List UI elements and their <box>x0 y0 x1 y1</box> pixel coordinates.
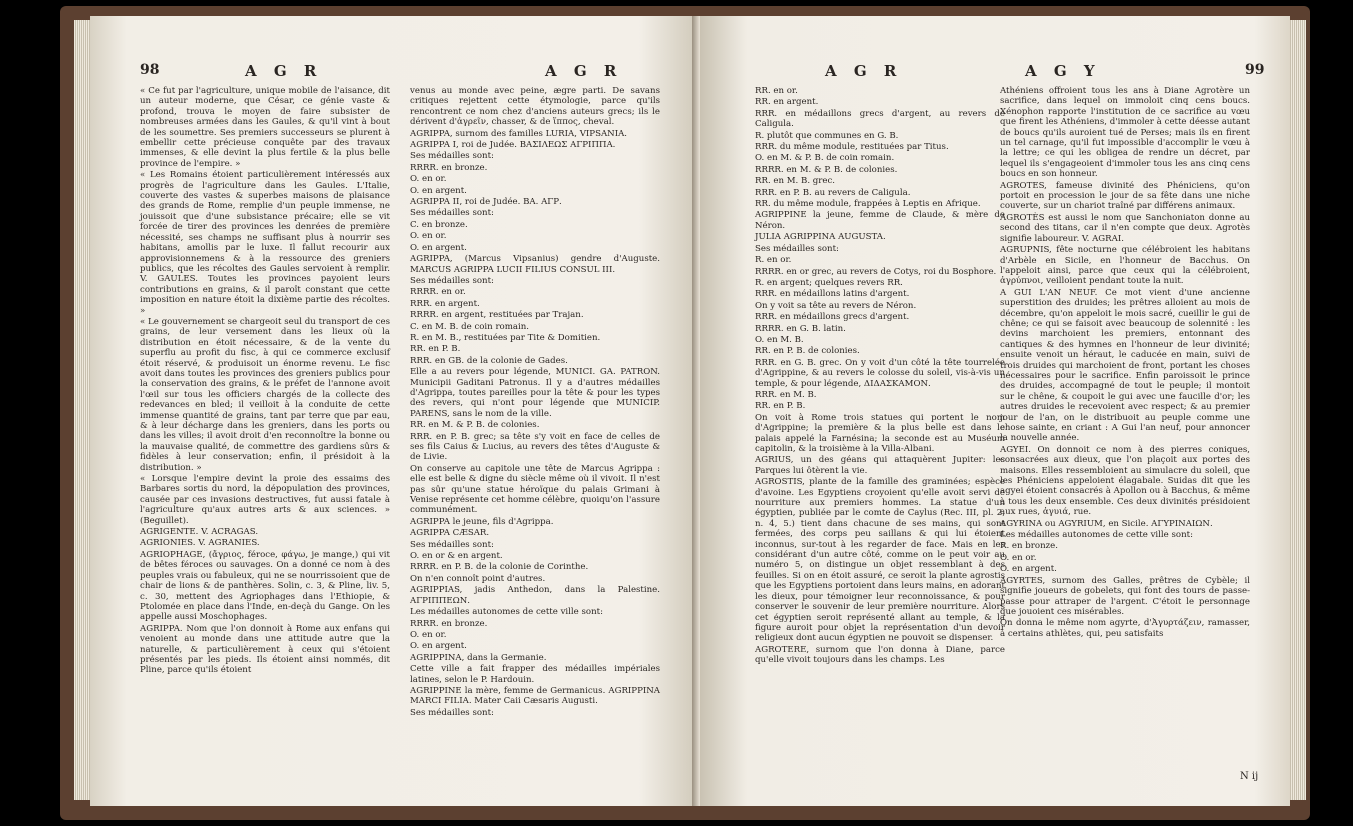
paragraph: O. en argent. <box>410 641 467 652</box>
paragraph: RRR. en médaillons latins d'argent. <box>755 289 910 300</box>
paragraph: On voit à Rome trois statues qui portent le nom d'Agrippine; la première & la plus belle est dans le palais appelé la Farnésina; la seconde est au Muséum capitolin, & la troisième à la Villa-Albani. <box>755 412 1005 454</box>
paragraph: RR. du même module, frappées à Leptis en Afrique. <box>755 199 981 210</box>
paragraph: AGROTÈS est aussi le nom que Sanchoniaton donne au second des titans, car il n'en compte que deux. Agrotès signifie laboureur. V. AGRAI. <box>1000 212 1250 244</box>
paragraph: O. en argent. <box>410 185 467 196</box>
page-number-left: 98 <box>140 62 160 78</box>
running-header-left-1: A G R <box>245 62 323 80</box>
left-column-2 <box>410 86 660 719</box>
left-page <box>90 16 700 806</box>
paragraph: RRRR. en M. & P. B. de colonies. <box>755 164 898 175</box>
paragraph: RRR. en G. B. grec. On y voit d'un côté la tête tourrelée d'Agrippine, & au revers le colosse du soleil, vis-à-vis un temple, & pour légende, ΔΙΔΑΣΚΑΜΟΝ. <box>755 357 1005 389</box>
paragraph: O. en or. <box>410 174 447 185</box>
paragraph: On n'en connoît point d'autres. <box>410 573 546 584</box>
paragraph: AGYRTES, surnom des Galles, prêtres de Cybèle; il signifie joueurs de gobelets, qui font des tours de passe-passe pour attraper de l'argent. C'étoit le personnage que jouoient ces misérables. <box>1000 575 1250 617</box>
paragraph: AGROTERE, surnom que l'on donna à Diane, parce qu'elle vivoit toujours dans les champs. Les <box>755 644 1005 666</box>
page-number-right: 99 <box>1245 62 1265 78</box>
paragraph: Ses médailles sont: <box>410 151 494 162</box>
paragraph: O. en or. <box>410 231 447 242</box>
paragraph: Les médailles autonomes de cette ville sont: <box>1000 530 1193 541</box>
paragraph: RRR. en GB. de la colonie de Gades. <box>410 355 568 366</box>
paragraph: AGRIPPA, (Marcus Vipsanius) gendre d'Auguste. MARCUS AGRIPPA LUCII FILIUS CONSUL III. <box>410 254 660 275</box>
right-column-2 <box>1000 86 1250 640</box>
paragraph: « Le gouvernement se chargeoit seul du transport de ces grains, de leur versement dans les lieux où la distribution en étoit nécessaire, & de la vente du superflu au profit du fisc, à qui ce commerce exclusif étoit réservé, & produisoit un énorme revenu. Le fisc avoit dans toutes les provinces des greniers publics pour la conservation des grains, & le préfet de l'annone avoit l'œil sur tous les officiers chargés de la collecte des redevances en bled; il veilloit à la conduite de cette immense quantité de grains, tant par terre que par eau, & à leur décharge dans les greniers, dans les ports ou dans les villes; il avoit droit d'en reconnoître la bonne ou la mauvaise qualité, de commettre des gardiens sûrs & fidèles à leur conservation; enfin, il présidoit à la distribution. » <box>140 316 390 473</box>
paragraph: AGRIPPA II, roi de Judée. ΒΑ. ΑΓΡ. <box>410 197 562 208</box>
paragraph: Ses médailles sont: <box>410 208 494 219</box>
running-header-right-1: A G R <box>825 62 903 80</box>
paragraph: RRR. en P. B. grec; sa tête s'y voit en face de celles de ses fils Caius & Lucius, au revers des têtes d'Auguste & de Livie. <box>410 431 660 463</box>
paragraph: AGROSTIS, plante de la famille des graminées; espèce d'avoine. Les Egyptiens croyoient qu'elle avoit servi de nourriture aux premiers hommes. La statue d'un égyptien, publiée par le comte de Caylus (Rec. III, pl. 2, n. 4, 5.) tient dans chacune de ses mains, qui sont fermées, des corps peu saillans & qui lui étoient inconnus, sur-tout à les regarder de face. Mais en les considérant d'un autre côté, comme on le peut voir au numéro 5, on distingue un objet ressemblant à des feuilles. Si on en étoit assuré, ce seroit la plante agrostis que les Egyptiens portoient dans leurs mains, en adorant les dieux, pour témoigner leur reconnoissance, & pour conserver le souvenir de leur première nourriture. Alors cet égyptien seroit représenté allant au temple, & la figure auroit pour objet la représentation d'un devoir religieux dont aucun égyptien ne pouvoit se dispenser. <box>755 477 1005 644</box>
paragraph: O. en argent. <box>410 242 467 253</box>
right-page <box>700 16 1290 806</box>
paragraph: RRRR. en or grec, au revers de Cotys, roi du Bosphore. <box>755 266 997 277</box>
signature-mark: N ij <box>1240 771 1259 782</box>
paragraph: RRRR. en P. B. de la colonie de Corinthe. <box>410 562 589 573</box>
paragraph: AGRIPPINE la jeune, femme de Claude, & mère de Néron. <box>755 210 1005 231</box>
right-column-1 <box>755 86 1005 667</box>
paragraph: AGRIPPA. Nom que l'on donnoit à Rome aux enfans qui venoient au monde dans une attitude autre que la naturelle, & particulièrement à ceux qui s'étoient présentés par les pieds. Ils étoient ainsi nommés, dit Pline, parce qu'ils étoient <box>140 623 390 676</box>
paragraph: AGRIPPA I, roi de Judée. ΒΑΣΙΛΕΩΣ ΑΓΡΙΠΠΑ. <box>410 140 616 151</box>
paragraph: O. en or. <box>1000 552 1037 563</box>
paragraph: RRR. en M. B. <box>755 389 817 400</box>
paragraph: Cette ville a fait frapper des médailles impériales latines, selon le P. Hardouin. <box>410 664 660 685</box>
paragraph: RRRR. en bronze. <box>410 162 488 173</box>
paragraph: O. en M. & P. B. de coin romain. <box>755 153 895 164</box>
paragraph: Ses médailles sont: <box>410 539 494 550</box>
paragraph: « Les Romains étoient particulièrement intéressés aux progrès de l'agriculture dans les Gaules. L'Italie, couverte des vastes & superbes maisons de plaisance des grands de Rome, remplie d'un peuple immense, ne jouissoit que d'une subsistance précaire; elle se vit forcée de tirer des provinces les denrées de première nécessité, ses champs ne suffisant plus à nourrir ses habitans, amollis par le luxe. Il fallut recourir aux approvisionnemens & à la ressource des greniers publics, que les récoltes des Gaules servoient à remplir. V. GAULES. Toutes les provinces payoient leurs contributions en grains, & il paroît constant que cette imposition en nature étoit la dixième partie des récoltes. » <box>140 170 390 316</box>
running-header-left-2: A G R <box>545 62 623 80</box>
paragraph: RRRR. en argent, restituées par Trajan. <box>410 310 584 321</box>
paragraph: C. en M. B. de coin romain. <box>410 321 530 332</box>
paragraph: AGYRINA ou AGYRIUM, en Sicile. ΑΓΥΡΙΝΑΙΩΝ. <box>1000 518 1213 529</box>
paragraph: On conserve au capitole une tête de Marcus Agrippa : elle est belle & digne du siècle même où il vivoit. Il n'est pas sûr qu'une statue héroïque du palais Grimani à Venise représente cet homme célèbre, quoiqu'on l'assure communément. <box>410 463 660 516</box>
paragraph: AGRIPPA, surnom des familles LURIA, VIPSANIA. <box>410 128 628 139</box>
paragraph: RR. en argent. <box>755 97 819 108</box>
left-column-1 <box>140 86 390 677</box>
paragraph: R. en or. <box>755 255 792 266</box>
paragraph: RRR. en médaillons grecs d'argent. <box>755 312 910 323</box>
paragraph: AGRIOPHAGE, (ἄγριος, féroce, φάγω, je mange,) qui vit de bêtes féroces ou sauvages. On a donné ce nom à des peuples vrais ou fabuleux, qui ne se nourrissoient que de chair de lions & de panthères. Solin, c. 3, & Pline, liv. 5, c. 30, mettent des Agriophages dans l'Ethiopie, & Ptolomée en place dans l'Inde, en-deçà du Gange. On les appelle aussi Moschophages. <box>140 549 390 623</box>
running-header-right-2: A G Y <box>1025 62 1101 80</box>
paragraph: RRRR. en bronze. <box>410 618 488 629</box>
paragraph: C. en bronze. <box>410 219 468 230</box>
paragraph: AGROTES, fameuse divinité des Phéniciens, qu'on portoit en procession le jour de sa fête dans une niche couverte, sur un chariot traîné par différens animaux. <box>1000 180 1250 212</box>
paragraph: AGRIGENTE. V. ACRAGAS. <box>140 527 259 538</box>
paragraph: RRR. en médaillons grecs d'argent, au revers de Caligula. <box>755 108 1005 130</box>
paragraph: RRR. en argent. <box>410 298 480 309</box>
paragraph: Athéniens offroient tous les ans à Diane Agrotère un sacrifice, dans lequel on immoloit cinq cens boucs. Xénophon rapporte l'institution de ce sacrifice au vœu que firent les Athéniens, d'immoler à cette déesse autant de boucs qu'ils auroient tué de Perses; mais ils en firent un tel carnage, qu'il fut impossible d'accomplir le vœu à la lettre; ce qui les obligea de rendre un décret, par lequel ils s'engageoient d'immoler tous les ans cinq cens boucs en son honneur. <box>1000 86 1250 180</box>
paragraph: AGRIPPINE la mère, femme de Germanicus. AGRIPPINA MARCI FILIA. Mater Caii Cæsaris Augusti. <box>410 685 660 707</box>
paragraph: RR. en or. <box>755 86 798 96</box>
paragraph: On donna le même nom agyrte, d'Ἀγυρτάζειν, ramasser, à certains athlètes, qui, peu satisfaits <box>1000 618 1250 639</box>
paragraph: « Ce fut par l'agriculture, unique mobile de l'aisance, dit un auteur moderne, que César, ce génie vaste & profond, trouva le moyen de faire subsister de nombreuses armées dans les Gaules, & qu'il vint à bout de les soumettre. Ses premiers successeurs se plurent à embellir cette précieuse conquête par des travaux immenses, & elle devint la plus fertile & la plus belle province de l'empire. » <box>140 86 390 169</box>
paragraph: R. plutôt que communes en G. B. <box>755 130 899 141</box>
paragraph: AGRIPPINA, dans la Germanie. <box>410 652 547 663</box>
paragraph: AGRIPPA CÆSAR. <box>410 528 490 539</box>
paragraph: AGRIONIES. V. AGRANIES. <box>140 538 260 549</box>
paragraph: JULIA AGRIPPINA AUGUSTA. <box>755 232 886 243</box>
paragraph: AGRUPNIS, fête nocturne que célébroient les habitans d'Arbèle en Sicile, en l'honneur de Bacchus. On l'appeloit ainsi, parce que ceux qui la célébroient, ἀγρύπνοι, veilloient pendant toute la nuit. <box>1000 245 1250 287</box>
paragraph: AGRIPPA le jeune, fils d'Agrippa. <box>410 516 554 527</box>
paragraph: O. en M. B. <box>755 334 804 345</box>
book <box>60 6 1310 820</box>
paragraph: RRR. en P. B. au revers de Caligula. <box>755 187 911 198</box>
paragraph: « Lorsque l'empire devint la proie des essaims des Barbares sortis du nord, la dépopulation des provinces, causée par ces invasions destructives, fut aussi fatale à l'agriculture qu'aux autres arts & aux sciences. » (Beguillet). <box>140 474 390 526</box>
paragraph: R. en argent; quelques revers RR. <box>755 277 903 288</box>
paragraph: O. en or & en argent. <box>410 551 503 562</box>
paragraph: RR. en M. B. grec. <box>755 176 836 187</box>
paragraph: A GUI L'AN NEUF. Ce mot vient d'une ancienne superstition des druides; les prêtres alloient au mois de décembre, qu'on appeloit le mois sacré, cueillir le gui de chêne; ce qui se faisoit avec beaucoup de solennité : les devins marchoient les premiers, entonnant des cantiques & des hymnes en l'honneur de leur divinité; ensuite venoit un héraut, le caducée en main, suivi de trois druides qui marchoient de front, portant les choses nécessaires pour le sacrifice. Enfin paroissoit le prince des druides, accompagné de tout le peuple; il montoit sur le chêne, & coupoit le gui avec une faucille d'or; les autres druides le recevoient avec respect; & au premier jour de l'an, on le distribuoit au peuple comme une chose sainte, en criant : A Gui l'an neuf, pour annoncer la nouvelle année. <box>1000 287 1250 444</box>
paragraph: AGRIUS, un des géans qui attaquèrent Jupiter: les Parques lui ôtèrent la vie. <box>755 455 1005 476</box>
paragraph: RRRR. en or. <box>410 287 466 298</box>
paragraph: RR. en P. B. <box>410 344 461 355</box>
paragraph: AGYEI. On donnoit ce nom à des pierres coniques, consacrées aux dieux, que l'on plaçoit aux portes des maisons. Elles ressembloient au simulacre du soleil, que les Phéniciens appeloient élagabale. Suidas dit que les agyei étoient consacrés à Apollon ou à Bacchus, & même à tous les deux ensemble. Ces deux divinités présidoient aux rues, ἀγυιά, rue. <box>1000 444 1250 518</box>
paragraph: Elle a au revers pour légende, MUNICI. GA. PATRON. Municipii Gaditani Patronus. Il y a d'autres médailles d'Agrippa, toutes pareilles pour la tête & pour les types des revers, qui n'ont pour légende que MUNICIP. PARENS, sans le nom de la ville. <box>410 367 660 419</box>
paragraph: Les médailles autonomes de cette ville sont: <box>410 607 603 618</box>
paragraph: RR. en M. & P. B. de colonies. <box>410 420 540 431</box>
paragraph: RRRR. en G. B. latin. <box>755 323 846 334</box>
paragraph: Ses médailles sont: <box>410 707 494 718</box>
paragraph: O. en argent. <box>1000 564 1057 575</box>
paragraph: AGRIPPIAS, jadis Anthedon, dans la Palestine. ΑΓΡΙΠΠΕΩΝ. <box>410 585 660 606</box>
paragraph: Ses médailles sont: <box>755 243 839 254</box>
paragraph: RR. en P. B. <box>755 401 806 412</box>
paragraph: On y voit sa tête au revers de Néron. <box>755 300 917 311</box>
paragraph: venus au monde avec peine, ægre parti. De savans critiques rejettent cette étymologie, parce qu'ils rencontrent ce nom chez d'anciens auteurs grecs; ils le dérivent d'ἀγρεῖν, chasser, & de ἵππος, cheval. <box>410 86 660 128</box>
paragraph: O. en or. <box>410 629 447 640</box>
paragraph: R. en bronze. <box>1000 541 1058 552</box>
paragraph: RRR. du même module, restituées par Titus. <box>755 142 949 153</box>
paragraph: Ses médailles sont: <box>410 275 494 286</box>
paragraph: RR. en P. B. de colonies. <box>755 346 860 357</box>
paragraph: R. en M. B., restituées par Tite & Domitien. <box>410 332 601 343</box>
